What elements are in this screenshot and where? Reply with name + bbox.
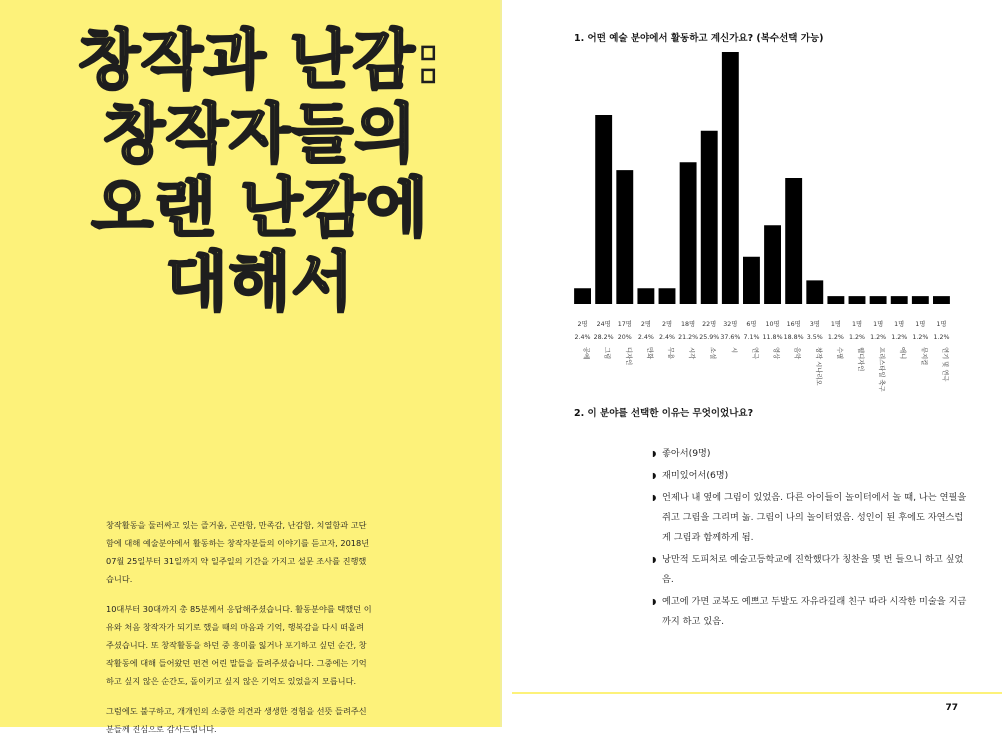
question-1-title: 1. 어떤 예술 분야에서 활동하고 계신가요? (복수선택 가능) bbox=[574, 33, 824, 44]
bullet-icon: ◗ bbox=[652, 471, 657, 480]
main-title bbox=[40, 24, 480, 320]
answer-item bbox=[652, 488, 972, 548]
chart-count-label: 1명 bbox=[873, 321, 884, 328]
chart-percent-label: 21.2% bbox=[678, 334, 699, 341]
chart-bar bbox=[574, 288, 591, 304]
chart-count-label: 6명 bbox=[746, 321, 757, 328]
intro-paragraph-1: 창작활동을 둘러싸고 있는 즐거움, 곤란함, 만족감, 난감함, 치열함과 고단함에 대해 예술분야에서 활동하는 창작자분들의 이야기를 듣고자, 2018년 07월 25일부터 31일까지 약 일주일의 기간을 가지고 설문 조사를 진행했습니다. bbox=[106, 520, 370, 584]
chart-count-label: 1명 bbox=[936, 321, 947, 328]
chart-category-label: 무용 bbox=[667, 347, 674, 360]
chart-count-label: 3명 bbox=[809, 321, 820, 328]
chart-percent-label: 18.8% bbox=[783, 334, 804, 341]
chart-bar bbox=[806, 280, 823, 304]
chart-category-label: 음악 bbox=[793, 347, 801, 360]
chart-count-label: 18명 bbox=[681, 321, 696, 328]
chart-category-label: 시각 bbox=[688, 347, 696, 360]
chart-category-label: 뮤지컬 bbox=[920, 347, 928, 366]
intro-paragraph-3: 그럼에도 불구하고, 개개인의 소중한 의견과 생생한 경험을 선뜻 들려주신 분들께 진심으로 감사드립니다. bbox=[106, 706, 367, 734]
chart-percent-label: 7.1% bbox=[743, 334, 760, 341]
chart-count-label: 17명 bbox=[617, 321, 632, 328]
right-page bbox=[502, 0, 1000, 727]
chart-percent-label: 1.2% bbox=[912, 334, 929, 341]
chart-percent-label: 2.4% bbox=[637, 334, 654, 341]
chart-count-label: 1명 bbox=[915, 321, 926, 328]
chart-count-label: 10명 bbox=[765, 321, 780, 328]
bullet-icon: ◗ bbox=[652, 555, 657, 564]
chart-percent-label: 1.2% bbox=[933, 334, 950, 341]
chart-category-label: 공예 bbox=[582, 347, 590, 360]
chart-percent-label: 1.2% bbox=[870, 334, 887, 341]
chart-percent-label: 1.2% bbox=[891, 334, 908, 341]
chart-percent-label: 3.5% bbox=[806, 334, 823, 341]
left-page bbox=[0, 0, 500, 734]
answer-text: 낭만적 도피처로 예술고등학교에 진학했다가 칭찬을 몇 번 들으니 하고 싶었음. bbox=[662, 554, 964, 585]
chart-count-label: 24명 bbox=[596, 321, 611, 328]
chart-bar bbox=[743, 257, 760, 304]
chart-percent-label: 20% bbox=[617, 334, 632, 341]
chart-category-label: 웹디자인 bbox=[857, 347, 864, 372]
chart-percent-label: 25.9% bbox=[699, 334, 720, 341]
title-line-4: 대해서 bbox=[165, 246, 355, 320]
chart-bar bbox=[616, 170, 633, 304]
chart-category-label: 창작 시나리오 bbox=[814, 347, 822, 386]
answer-item bbox=[652, 550, 972, 590]
answer-text: 예고에 가면 교복도 예쁘고 두발도 자유라길래 친구 따라 시작한 미술을 지금까지 하고 있음. bbox=[662, 596, 967, 627]
chart-category-label: 수필 bbox=[835, 347, 843, 360]
chart-bar bbox=[827, 296, 844, 304]
chart-count-label: 1명 bbox=[894, 321, 905, 328]
chart-count-label: 22명 bbox=[702, 321, 717, 328]
chart-count-label: 1명 bbox=[851, 321, 863, 328]
answer-list bbox=[652, 444, 972, 634]
chart-category-label: 만화 bbox=[645, 347, 653, 360]
title-line-1: 창작과 난감: bbox=[78, 24, 442, 98]
title-line-3: 오랜 난감에 bbox=[91, 172, 429, 246]
chart-category-label: 연기 및 연극 bbox=[941, 347, 949, 382]
title-line-2: 창작자들의 bbox=[102, 98, 418, 172]
chart-count-label: 2명 bbox=[640, 321, 651, 328]
chart-count-label: 2명 bbox=[577, 321, 588, 328]
chart-bar bbox=[764, 225, 781, 304]
chart-category-label: 디자인 bbox=[624, 347, 632, 366]
chart-percent-label: 11.8% bbox=[762, 334, 783, 341]
chart-bar bbox=[595, 115, 612, 304]
chart-count-label: 32명 bbox=[723, 321, 738, 328]
chart-bar bbox=[701, 131, 718, 304]
bullet-icon: ◗ bbox=[652, 449, 657, 458]
chart-bar bbox=[849, 296, 866, 304]
chart-bar bbox=[933, 296, 950, 304]
answer-item bbox=[652, 592, 972, 632]
chart-bar bbox=[785, 178, 802, 304]
chart-bar bbox=[891, 296, 908, 304]
chart-count-label: 2명 bbox=[661, 321, 673, 328]
chart-category-label: 소설 bbox=[709, 347, 717, 360]
chart-bar bbox=[659, 288, 676, 304]
intro-text bbox=[106, 516, 374, 750]
chart-bar bbox=[722, 52, 739, 304]
chart-category-label: 프리스타일 축구 bbox=[878, 347, 886, 392]
question-2-title: 2. 이 분야를 선택한 이유는 무엇이었나요? bbox=[574, 408, 754, 419]
page-number: 77 bbox=[945, 703, 958, 713]
chart-category-label: 애니 bbox=[899, 347, 907, 360]
chart-percent-label: 2.4% bbox=[574, 334, 591, 341]
answer-item bbox=[652, 466, 972, 486]
chart-percent-label: 37.6% bbox=[720, 334, 741, 341]
chart-count-label: 1명 bbox=[830, 321, 841, 328]
chart-bar bbox=[912, 296, 929, 304]
answer-text: 재미있어서(6명) bbox=[662, 470, 729, 481]
chart-percent-label: 1.2% bbox=[827, 334, 844, 341]
chart-category-label: 연극 bbox=[751, 347, 759, 360]
chart-bar bbox=[637, 288, 654, 304]
answer-item bbox=[652, 444, 972, 464]
bullet-icon: ◗ bbox=[652, 493, 657, 502]
chart-percent-label: 2.4% bbox=[659, 334, 675, 341]
chart-category-label: 시 bbox=[730, 347, 738, 354]
chart-bar bbox=[870, 296, 887, 304]
bullet-icon: ◗ bbox=[652, 597, 657, 606]
answer-text: 좋아서(9명) bbox=[662, 448, 711, 459]
chart-category-label: 영상 bbox=[772, 347, 780, 360]
footer-rule bbox=[512, 692, 1002, 694]
chart-percent-label: 1.2% bbox=[849, 334, 865, 341]
answer-text: 언제나 내 옆에 그림이 있었음. 다른 아이들이 놀이터에서 놀 때, 나는 연필을 쥐고 그림을 그리며 놂. 그림이 나의 놀이터였음. 성인이 된 후에도 자연스럽게 그림과 함께하게 됨. bbox=[662, 492, 967, 543]
chart-category-label: 그림 bbox=[603, 347, 611, 360]
field-bar-chart bbox=[572, 44, 962, 414]
chart-percent-label: 28.2% bbox=[593, 334, 614, 341]
chart-count-label: 16명 bbox=[786, 321, 801, 328]
chart-bar bbox=[680, 162, 697, 304]
intro-paragraph-2: 10대부터 30대까지 총 85분께서 응답해주셨습니다. 활동분야를 택했던 이유와 처음 창작자가 되기로 했을 때의 마음과 기억, 행복감을 다시 떠올려 주셨습니다. 또 창작활동을 하던 중 흥미를 잃거나 포기하고 싶던 순간, 창작활동에 대해 들어왔던 편견 어린 말들을 들려주셨습니다. 그중에는 기억하고 싶지 않은 순간도, 돌이키고 싶지 않은 기억도 있었을지 모릅니다. bbox=[106, 604, 372, 686]
